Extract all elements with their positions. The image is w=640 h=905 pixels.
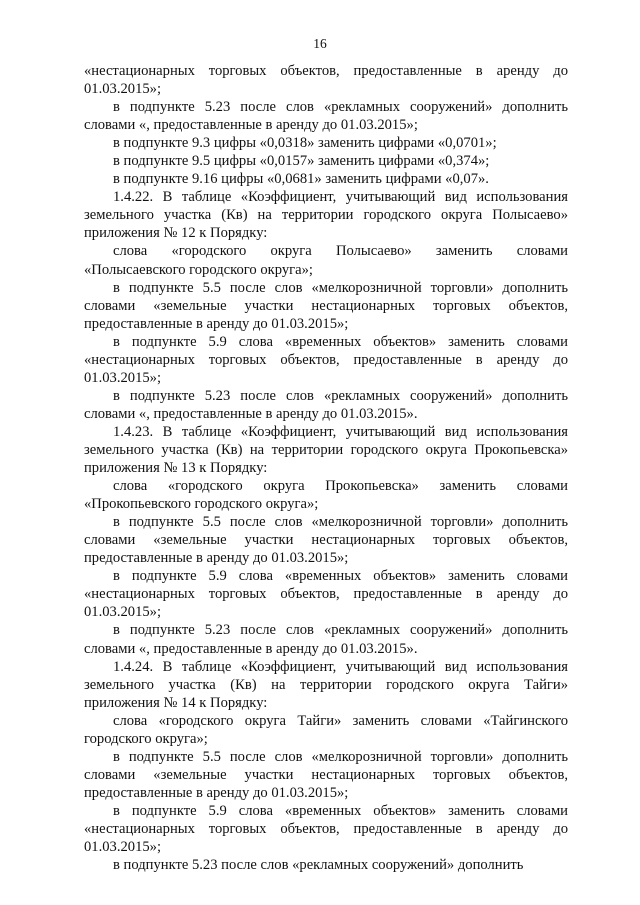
paragraph: 1.4.22. В таблице «Коэффициент, учитывающий вид использования земельного участка (Кв) на территории городского округа Полысаево» приложения № 12 к Порядку: [84, 189, 568, 242]
paragraph: в подпункте 5.5 после слов «мелкорозничной торговли» дополнить словами «земельные участки нестационарных торговых объектов, предоставленные в аренду до 01.03.2015»; [84, 279, 568, 332]
paragraph: «нестационарных торговых объектов, предоставленные в аренду до 01.03.2015»; [84, 63, 568, 98]
paragraph: в подпункте 5.9 слова «временных объектов» заменить словами «нестационарных торговых объектов, предоставленные в аренду до 01.03.2015»; [84, 568, 568, 621]
paragraph: слова «городского округа Полысаево» заменить словами «Полысаевского городского округа»; [84, 243, 568, 278]
paragraph: 1.4.23. В таблице «Коэффициент, учитывающий вид использования земельного участка (Кв) на территории городского округа Прокопьевска» приложения № 13 к Порядку: [84, 423, 568, 477]
paragraph: слова «городского округа Прокопьевска» заменить словами «Прокопьевского городского округа»; [84, 478, 568, 513]
paragraph: в подпункте 5.23 после слов «рекламных сооружений» дополнить [113, 857, 524, 874]
paragraph: 1.4.24. В таблице «Коэффициент, учитывающий вид использования земельного участка (Кв) на территории городского округа Тайги» приложения № 14 к Порядку: [84, 658, 568, 711]
paragraph: в подпункте 5.23 после слов «рекламных сооружений» дополнить словами «, предоставленные в аренду до 01.03.2015»; [84, 99, 568, 134]
paragraph: в подпункте 5.23 после слов «рекламных сооружений» дополнить словами «, предоставленные в аренду до 01.03.2015». [84, 387, 568, 422]
paragraph: слова «городского округа Тайги» заменить словами «Тайгинского городского округа»; [84, 712, 568, 747]
paragraph: в подпункте 5.9 слова «временных объектов» заменить словами «нестационарных торговых объектов, предоставленные в аренду до 01.03.2015»; [84, 802, 568, 856]
paragraph: в подпункте 5.23 после слов «рекламных сооружений» дополнить словами «, предоставленные в аренду до 01.03.2015». [84, 622, 568, 657]
paragraph: в подпункте 5.5 после слов «мелкорозничной торговли» дополнить словами «земельные участки нестационарных торговых объектов, предоставленные в аренду до 01.03.2015»; [84, 748, 568, 801]
document-body [84, 62, 568, 874]
paragraph: в подпункте 5.5 после слов «мелкорозничной торговли» дополнить словами «земельные участки нестационарных торговых объектов, предоставленные в аренду до 01.03.2015»; [84, 514, 568, 567]
paragraph: в подпункте 9.5 цифры «0,0157» заменить цифрами «0,374»; [113, 153, 490, 170]
page-number: 16 [313, 36, 327, 51]
paragraph: в подпункте 5.9 слова «временных объектов» заменить словами «нестационарных торговых объектов, предоставленные в аренду до 01.03.2015»; [84, 333, 568, 386]
paragraph: в подпункте 9.16 цифры «0,0681» заменить цифрами «0,07». [113, 171, 489, 188]
paragraph: в подпункте 9.3 цифры «0,0318» заменить цифрами «0,0701»; [113, 135, 497, 152]
